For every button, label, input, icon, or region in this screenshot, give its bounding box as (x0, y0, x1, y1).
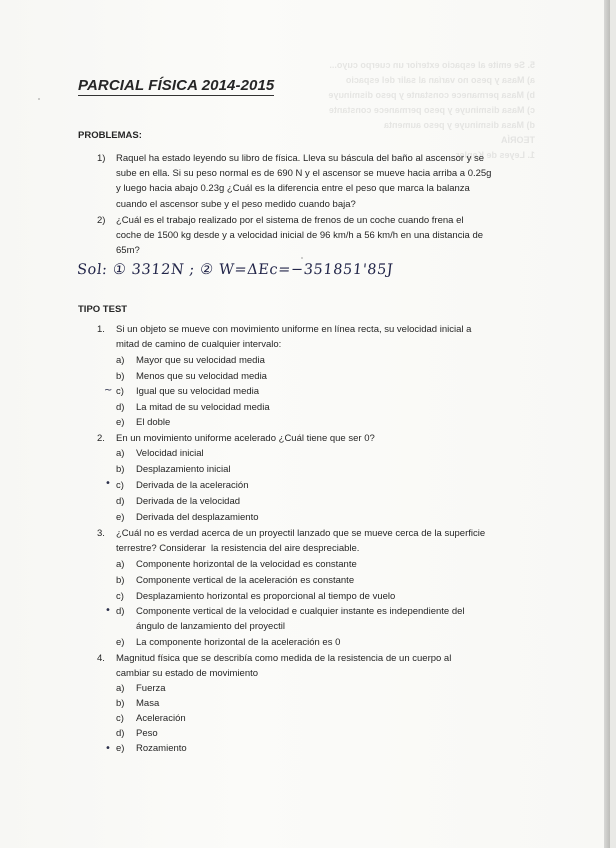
question-line: terrestre? Considerar la resistencia del aire despreciable. (116, 543, 360, 555)
option-letter: c) (116, 591, 124, 602)
option-letter: b) (116, 575, 125, 586)
problem-1 (97, 151, 517, 213)
option-text-continuation: ángulo de lanzamiento del proyectil (136, 621, 285, 632)
option-letter: b) (116, 698, 125, 709)
answer-mark-q1: ~ (104, 385, 113, 396)
option-text: Igual que su velocidad media (136, 386, 260, 397)
problems-heading: PROBLEMAS: (78, 130, 142, 141)
question-number: 3. (97, 528, 105, 539)
question-line: mitad de camino de cualquier intervalo: (116, 339, 282, 351)
test-question-4 (97, 651, 517, 682)
option-letter: e) (116, 512, 125, 523)
option-text: El doble (136, 417, 171, 428)
test-heading: TIPO TEST (78, 304, 128, 315)
question-text (116, 322, 471, 352)
question-line: ¿Cuál no es verdad acerca de un proyectil lanzado que se mueve cerca de la superficie (116, 528, 486, 539)
test-question-1 (97, 322, 517, 353)
handwritten-solution: Sol: ① 3312N ; ② W=ΔEc=−351851'85J (76, 262, 395, 278)
page-edge-shadow (604, 0, 610, 848)
option-text: Desplazamiento horizontal es proporcional al tiempo de vuelo (136, 591, 396, 602)
option-text: La mitad de su velocidad media (136, 402, 270, 413)
option-text: Masa (136, 698, 160, 709)
option-text: Rozamiento (136, 743, 187, 754)
problem-line: cuando el ascensor sube y el peso medido cuando baja? (116, 198, 356, 210)
question-number: 1. (97, 324, 105, 335)
problem-text (116, 151, 491, 212)
option-letter: a) (116, 355, 125, 366)
scan-speck (38, 98, 40, 100)
problem-line: coche de 1500 kg desde y a velocidad inicial de 96 km/h a 56 km/h en una distancia de (116, 230, 484, 242)
problem-2 (97, 213, 517, 260)
problem-line: ¿Cuál es el trabajo realizado por el sistema de frenos de un coche cuando frena el (116, 215, 464, 226)
test-question-2 (97, 431, 517, 447)
problem-line: 65m? (116, 245, 140, 257)
option-letter: c) (116, 480, 124, 491)
option-text: Derivada de la aceleración (136, 480, 249, 491)
option-letter: d) (116, 496, 125, 507)
problem-line: sube en ella. Si su peso normal es de 690 N y el ascensor se mueve hacia arriba a 0.25g (116, 168, 492, 180)
option-letter: a) (116, 683, 125, 694)
answer-mark-q4: • (105, 743, 111, 754)
question-text (116, 651, 451, 681)
problem-number: 1) (97, 153, 106, 164)
question-line: En un movimiento uniforme acelerado ¿Cuál tiene que ser 0? (116, 433, 375, 444)
option-letter: d) (116, 402, 125, 413)
option-text: Fuerza (136, 683, 166, 694)
option-letter: c) (116, 713, 124, 724)
option-letter: d) (116, 728, 125, 739)
option-text: Mayor que su velocidad media (136, 355, 265, 366)
option-letter: b) (116, 371, 125, 382)
option-text: Aceleración (136, 713, 186, 724)
problem-line: y luego hacia abajo 0.23g ¿Cuál es la diferencia entre el peso que marca la balanza (116, 183, 470, 195)
problem-number: 2) (97, 215, 106, 226)
problem-line: Raquel ha estado leyendo su libro de física. Lleva su báscula del baño al ascensor y se (116, 153, 485, 164)
option-text: Componente horizontal de la velocidad es constante (136, 559, 357, 570)
option-letter: c) (116, 386, 124, 397)
question-text (116, 431, 375, 446)
option-letter: a) (116, 448, 125, 459)
answer-mark-q3: • (105, 605, 111, 616)
option-letter: d) (116, 606, 125, 617)
question-line: Si un objeto se mueve con movimiento uniforme en línea recta, su velocidad inicial a (116, 324, 472, 335)
option-text: La componente horizontal de la aceleración es 0 (136, 637, 341, 648)
problem-text (116, 213, 483, 259)
option-text: Velocidad inicial (136, 448, 204, 459)
question-number: 4. (97, 653, 105, 664)
option-letter: e) (116, 417, 125, 428)
option-letter: e) (116, 637, 125, 648)
reverse-side-bleed-through: 5. Se emite al espacio exterior un cuerpo cuyo... a) Masa y peso no varían al salir del espacio b) Masa permanece constante y peso disminuye c) Masa disminuye y peso permanece constante d) Masa disminuye y peso aumenta TEORÍA 1. Leyes de Kepler (328, 60, 535, 160)
question-line: Magnitud física que se describía como medida de la resistencia de un cuerpo al (116, 653, 452, 664)
option-text: Componente vertical de la velocidad e cualquier instante es independiente del (136, 606, 465, 617)
option-letter: e) (116, 743, 125, 754)
option-letter: b) (116, 464, 125, 475)
test-question-3 (97, 526, 517, 557)
option-text: Desplazamiento inicial (136, 464, 231, 475)
option-text: Componente vertical de la aceleración es constante (136, 575, 355, 586)
option-text: Menos que su velocidad media (136, 371, 267, 382)
option-letter: a) (116, 559, 125, 570)
option-text: Derivada del desplazamiento (136, 512, 259, 523)
option-text: Derivada de la velocidad (136, 496, 241, 507)
answer-mark-q2: • (105, 478, 111, 489)
question-line: cambiar su estado de movimiento (116, 668, 259, 680)
question-number: 2. (97, 433, 105, 444)
option-text: Peso (136, 728, 158, 739)
page-title: PARCIAL FÍSICA 2014-2015 (78, 77, 275, 94)
question-text (116, 526, 485, 556)
